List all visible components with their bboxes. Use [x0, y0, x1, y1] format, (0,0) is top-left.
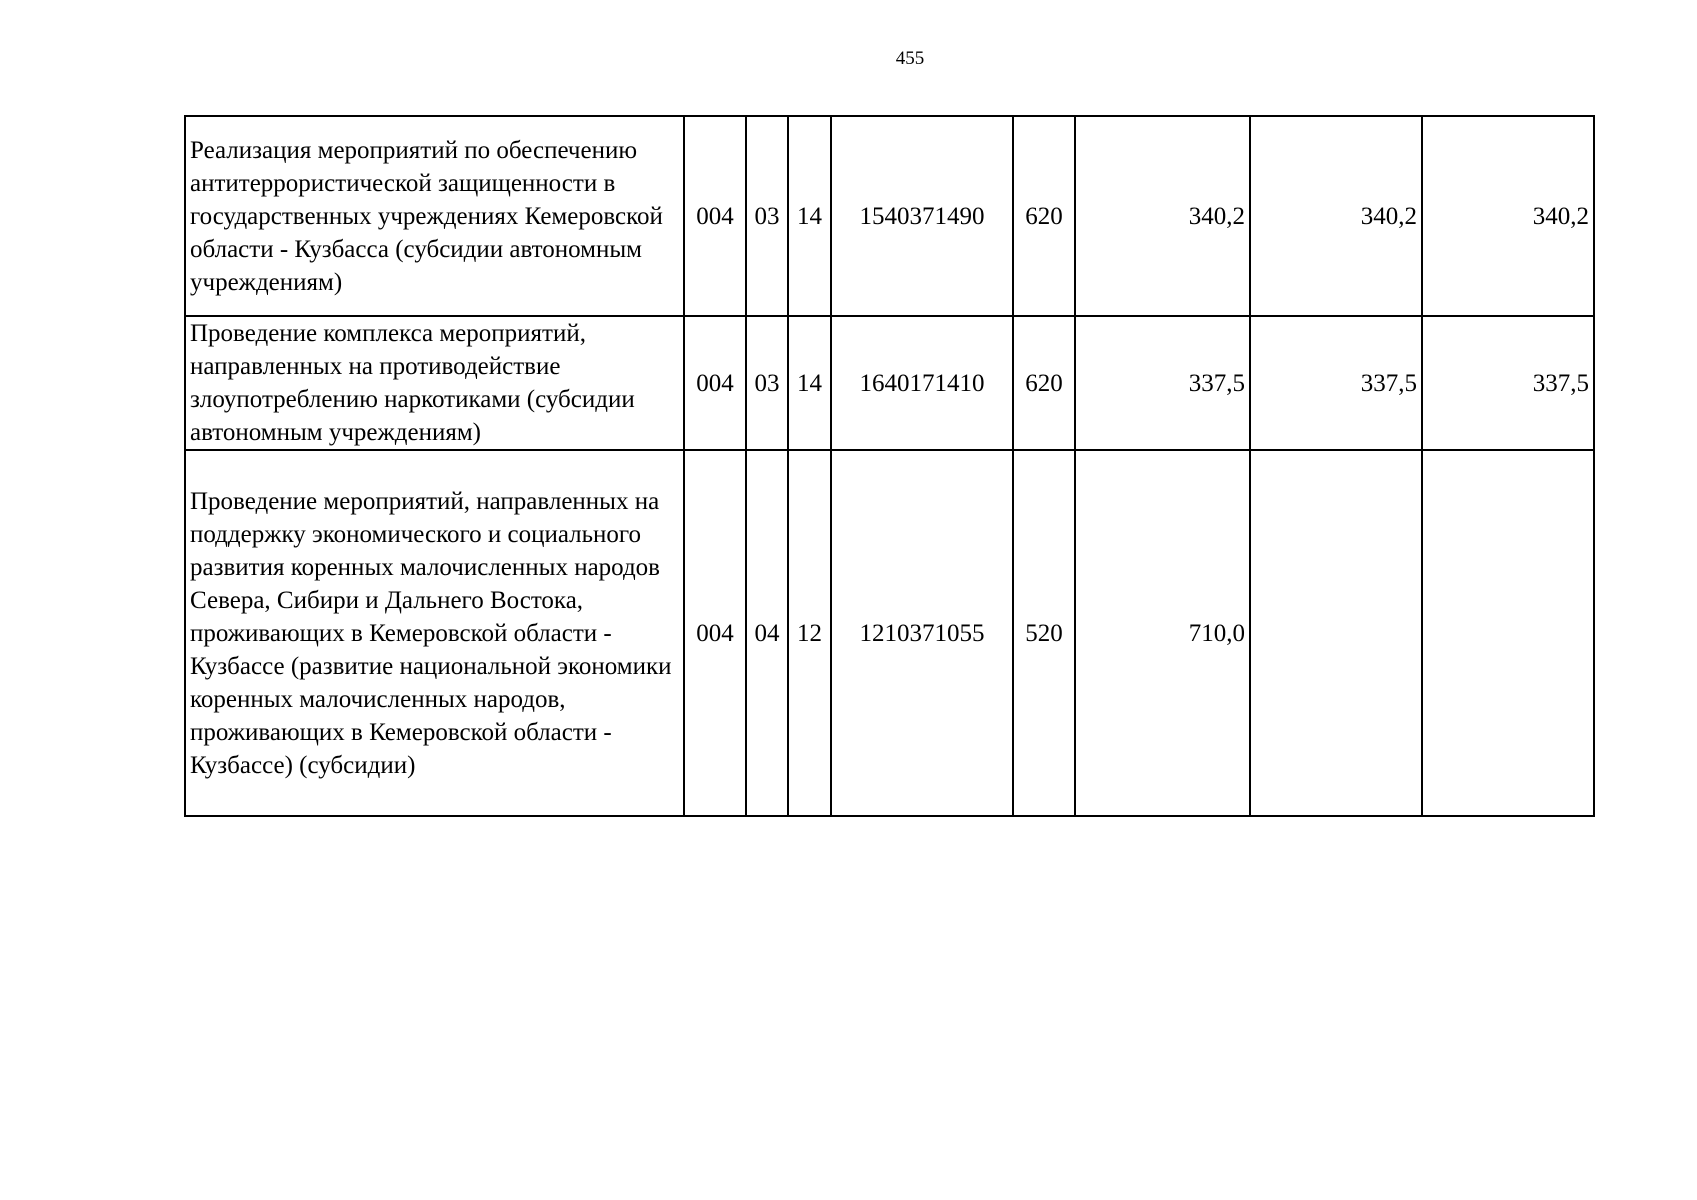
row-name-cell: Проведение мероприятий, направленных на поддержку экономического и социального развития коренных малочисленных народов Севера, Сибири и Дальнего Востока, проживающих в Кемеровской области - Кузбассе (развитие национальной экономики коренных малочисленных народов, проживающих в Кемеровской области - Кузбассе) (субсидии)	[185, 450, 684, 816]
amount-year-1-cell: 340,2	[1075, 116, 1250, 316]
row-name-cell: Проведение комплекса мероприятий, направленных на противодействие злоупотреблению наркотиками (субсидии автономным учреждениям)	[185, 316, 684, 450]
expense-type-cell: 520	[1013, 450, 1075, 816]
ministry-code-cell: 004	[684, 116, 746, 316]
amount-year-3-cell	[1422, 450, 1594, 816]
target-article-cell: 1640171410	[831, 316, 1013, 450]
ministry-code-cell: 004	[684, 450, 746, 816]
table-row	[185, 316, 1594, 450]
subsection-code-cell: 12	[788, 450, 831, 816]
amount-year-1-cell: 337,5	[1075, 316, 1250, 450]
subsection-code-cell: 14	[788, 316, 831, 450]
amount-year-3-cell: 340,2	[1422, 116, 1594, 316]
expense-type-cell: 620	[1013, 316, 1075, 450]
target-article-cell: 1540371490	[831, 116, 1013, 316]
amount-year-2-cell	[1250, 450, 1422, 816]
amount-year-3-cell: 337,5	[1422, 316, 1594, 450]
page-number: 455	[895, 48, 925, 69]
row-name-cell: Реализация мероприятий по обеспечению антитеррористической защищенности в государственных учреждениях Кемеровской области - Кузбасса (субсидии автономным учреждениям)	[185, 116, 684, 316]
amount-year-2-cell: 340,2	[1250, 116, 1422, 316]
ministry-code-cell: 004	[684, 316, 746, 450]
section-code-cell: 03	[746, 316, 788, 450]
target-article-cell: 1210371055	[831, 450, 1013, 816]
expense-type-cell: 620	[1013, 116, 1075, 316]
section-code-cell: 04	[746, 450, 788, 816]
section-code-cell: 03	[746, 116, 788, 316]
table-row	[185, 116, 1594, 316]
amount-year-2-cell: 337,5	[1250, 316, 1422, 450]
subsection-code-cell: 14	[788, 116, 831, 316]
table-row	[185, 450, 1594, 816]
amount-year-1-cell: 710,0	[1075, 450, 1250, 816]
budget-table	[184, 115, 1595, 817]
